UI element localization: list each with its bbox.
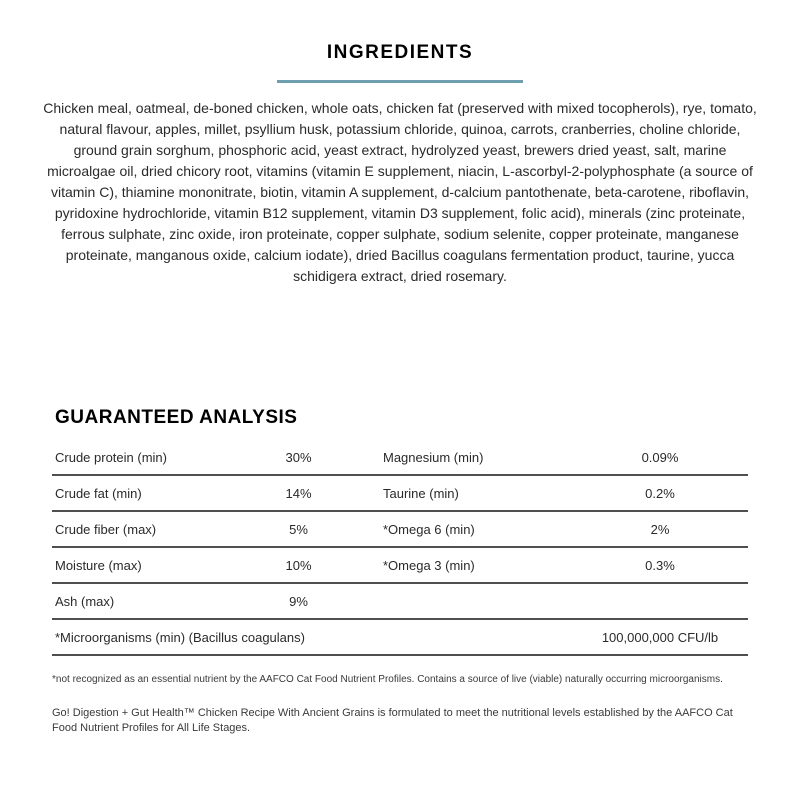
nutrient-label: Magnesium (min) — [383, 449, 484, 465]
nutrient-label: Crude protein (min) — [55, 449, 167, 465]
nutrient-label: Crude fiber (max) — [55, 521, 157, 537]
nutrient-label: *Microorganisms (min) (Bacillus coagulans) — [55, 629, 305, 645]
accent-rule — [277, 80, 523, 83]
table-row — [52, 476, 748, 512]
nutrient-value: 0.09% — [641, 449, 679, 465]
table-row — [52, 440, 748, 476]
nutrient-value: 30% — [285, 449, 312, 465]
nutrient-value: 100,000,000 CFU/lb — [601, 629, 719, 645]
nutrient-label: Ash (max) — [55, 593, 115, 609]
nutrient-label: *Omega 6 (min) — [383, 521, 475, 537]
table-row — [52, 584, 748, 620]
nutrient-value: 0.2% — [645, 485, 675, 501]
nutrient-value: 14% — [285, 485, 312, 501]
ingredients-text: Chicken meal, oatmeal, de-boned chicken, whole oats, chicken fat (preserved with mixed tocopherols), rye, tomato, natural flavour, apples, millet, psyllium husk, potassium chloride, quinoa, carrots, cranberries, choline chloride, ground grain sorghum, phosphoric acid, yeast extract, hydrolyzed yeast, brewers dried yeast, salt, marine microalgae oil, dried chicory root, vitamins (vitamin E supplement, niacin, L-ascorbyl-2-polyphosphate (a source of vitamin C), thiamine mononitrate, biotin, vitamin A supplement, d-calcium pantothenate, beta-carotene, riboflavin, pyridoxine hydrochloride, vitamin B12 supplement, vitamin D3 supplement, folic acid), minerals (zinc proteinate, ferrous sulphate, zinc oxide, iron proteinate, copper sulphate, sodium selenite, copper proteinate, manganese proteinate, manganous oxide, calcium iodate), dried Bacillus coagulans fermentation product, taurine, yucca schidigera extract, dried rosemary. — [43, 100, 757, 284]
aafco-statement: Go! Digestion + Gut Health™ Chicken Recipe With Ancient Grains is formulated to meet the nutritional levels established by the AAFCO Cat Food Nutrient Profiles for All Life Stages. — [52, 707, 733, 734]
nutrient-label: Taurine (min) — [383, 485, 459, 501]
nutrient-label: Moisture (max) — [55, 557, 142, 573]
table-row-microorganisms — [52, 620, 748, 656]
aafco-footnote: *not recognized as an essential nutrient by the AAFCO Cat Food Nutrient Profiles. Contains a source of live (viable) naturally occurring microorganisms. — [52, 674, 723, 685]
ingredients-section — [42, 42, 758, 287]
ingredients-title: INGREDIENTS — [326, 42, 474, 63]
guaranteed-analysis-title: GUARANTEED ANALYSIS — [55, 407, 298, 428]
nutrient-value: 9% — [289, 593, 308, 609]
nutrient-value: 10% — [285, 557, 312, 573]
guaranteed-analysis-table — [52, 440, 748, 656]
nutrient-value: 5% — [289, 521, 308, 537]
table-row — [52, 548, 748, 584]
nutrient-label: *Omega 3 (min) — [383, 557, 475, 573]
table-row — [52, 512, 748, 548]
nutrient-label: Crude fat (min) — [55, 485, 142, 501]
nutrient-value: 0.3% — [645, 557, 675, 573]
nutrient-value: 2% — [650, 521, 670, 537]
guaranteed-analysis-section — [42, 407, 758, 656]
